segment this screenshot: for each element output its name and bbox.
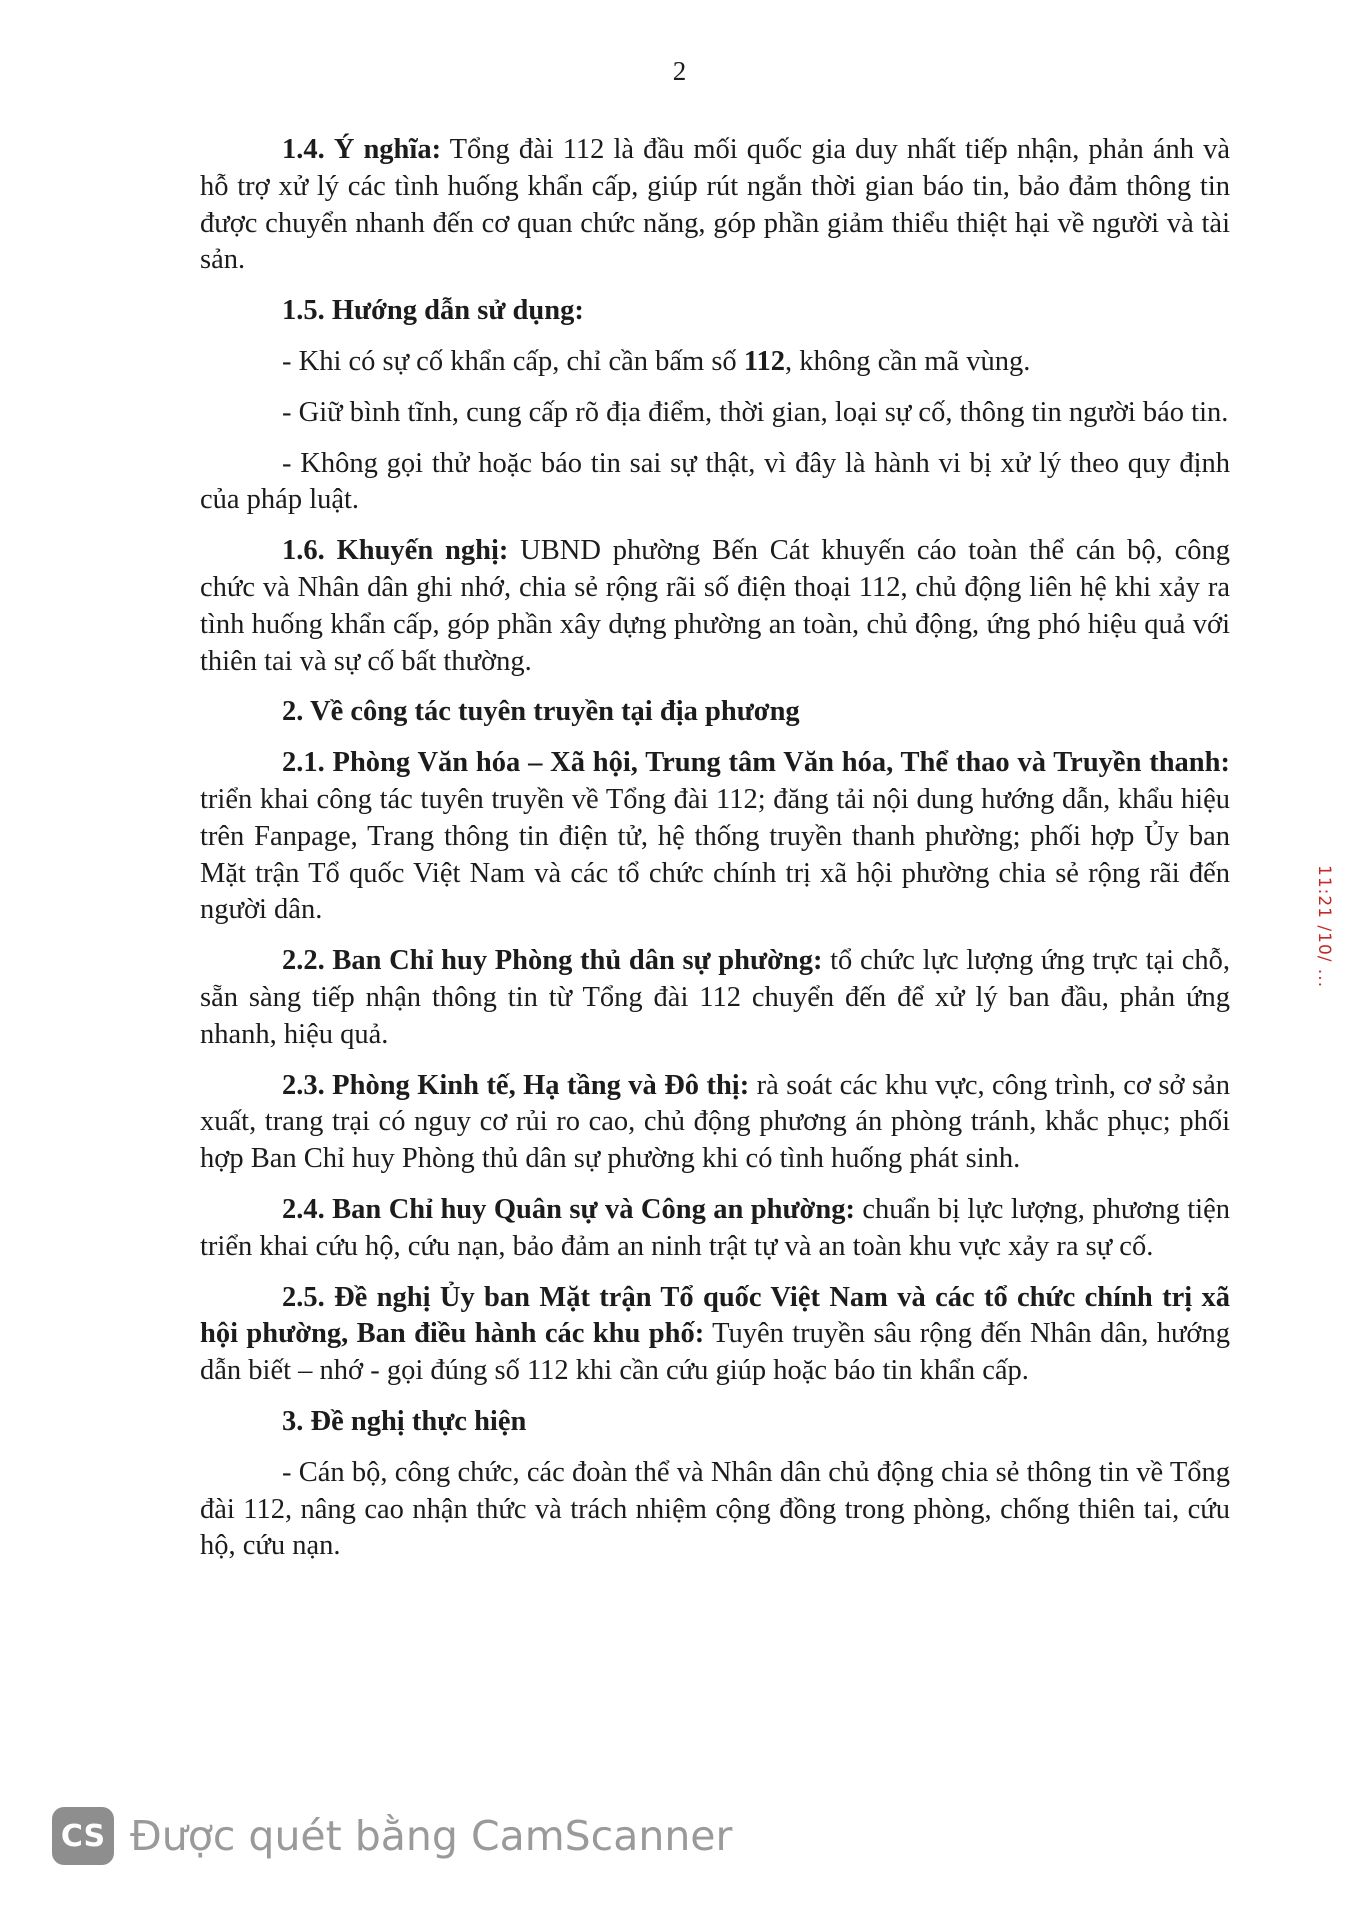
paragraph-2-4 bbox=[200, 1192, 1230, 1266]
paragraph-2-2 bbox=[200, 943, 1230, 1053]
text-2-1: triển khai công tác tuyên truyền về Tổng đài 112; đăng tải nội dung hướng dẫn, khẩu hiệu trên Fanpage, Trang thông tin điện tử, hệ thống truyền thanh phường; phối hợp Ủy ban Mặt trận Tổ quốc Việt Nam và các tổ chức chính trị xã hội phường chia sẻ rộng rãi đến người dân. bbox=[200, 783, 1230, 926]
heading-1-6: 1.6. Khuyến nghị: bbox=[282, 535, 509, 567]
document-body bbox=[200, 132, 1230, 1579]
paragraph-1-4 bbox=[200, 132, 1230, 279]
paragraph-1-5-item-2: - Giữ bình tĩnh, cung cấp rõ địa điểm, thời gian, loại sự cố, thông tin người báo tin. bbox=[282, 396, 1229, 428]
watermark-text: Được quét bằng CamScanner bbox=[130, 1812, 733, 1860]
heading-1-4: 1.4. Ý nghĩa: bbox=[282, 134, 442, 165]
heading-2-1: 2.1. Phòng Văn hóa – Xã hội, Trung tâm Văn hóa, Thể thao và Truyền thanh: bbox=[282, 747, 1230, 779]
emergency-number: 112 bbox=[743, 345, 785, 377]
heading-2-4: 2.4. Ban Chỉ huy Quân sự và Công an phường: bbox=[282, 1193, 855, 1225]
text-1-6: UBND phường Bến Cát khuyến cáo toàn thể cán bộ, công chức và Nhân dân ghi nhớ, chia sẻ rộng rãi số điện thoại 112, chủ động liên hệ khi xảy ra tình huống khẩn cấp, góp phần xây dựng phường an toàn, chủ động, ứng phó hiệu quả với thiên tai và sự cố bất thường. bbox=[200, 535, 1230, 677]
camscanner-logo-icon: CS bbox=[52, 1807, 114, 1865]
text-2-5: Tuyên truyền sâu rộng đến Nhân dân, hướng dẫn biết – nhớ - gọi đúng số 112 khi cần cứu giúp hoặc báo tin khẩn cấp. bbox=[200, 1318, 1230, 1387]
text-1-4: Tổng đài 112 là đầu mối quốc gia duy nhất tiếp nhận, phản ánh và hỗ trợ xử lý các tình huống khẩn cấp, giúp rút ngắn thời gian báo tin, bảo đảm thông tin được chuyển nhanh đến cơ quan chức năng, góp phần giảm thiểu thiệt hại về người và tài sản. bbox=[200, 134, 1230, 276]
heading-2-3: 2.3. Phòng Kinh tế, Hạ tầng và Đô thị: bbox=[282, 1069, 750, 1101]
margin-stamp: 11:21 /10/ ... bbox=[1314, 865, 1334, 989]
heading-2-2: 2.2. Ban Chỉ huy Phòng thủ dân sự phường: bbox=[282, 945, 823, 977]
paragraph-1-6 bbox=[200, 533, 1230, 680]
paragraph-2-3 bbox=[200, 1068, 1230, 1178]
text-2-3: rà soát các khu vực, công trình, cơ sở sản xuất, trang trại có nguy cơ rủi ro cao, chủ động phương án phòng tránh, khắc phục; phối hợp Ban Chỉ huy Phòng thủ dân sự phường khi có tình huống phát sinh. bbox=[200, 1069, 1230, 1175]
paragraph-2-5 bbox=[200, 1280, 1230, 1390]
page-number: 2 bbox=[672, 56, 687, 86]
text-2-2: tổ chức lực lượng ứng trực tại chỗ, sẵn sàng tiếp nhận thông tin từ Tổng đài 112 chuyển đến để xử lý ban đầu, phản ứng nhanh, hiệu quả. bbox=[200, 945, 1230, 1050]
paragraph-3-item-1: - Cán bộ, công chức, các đoàn thể và Nhân dân chủ động chia sẻ thông tin về Tổng đài 112, nâng cao nhận thức và trách nhiệm cộng đồng trong phòng, chống thiên tai, cứu hộ, cứu nạn. bbox=[200, 1456, 1230, 1562]
heading-2: 2. Về công tác tuyên truyền tại địa phương bbox=[282, 696, 800, 728]
paragraph-1-5-item-1: - Khi có sự cố khẩn cấp, chỉ cần bấm số 112, không cần mã vùng. bbox=[282, 345, 1031, 377]
paragraph-2-1 bbox=[200, 745, 1230, 929]
heading-2-5: 2.5. Đề nghị Ủy ban Mặt trận Tổ quốc Việt Nam và các tổ chức chính trị xã hội phường, Ban điều hành các khu phố: bbox=[200, 1281, 1230, 1350]
heading-1-5: 1.5. Hướng dẫn sử dụng: bbox=[282, 295, 584, 327]
camscanner-watermark bbox=[52, 1807, 732, 1865]
text-2-4: chuẩn bị lực lượng, phương tiện triển khai cứu hộ, cứu nạn, bảo đảm an ninh trật tự và an toàn khu vực xảy ra sự cố. bbox=[200, 1193, 1230, 1262]
heading-3: 3. Đề nghị thực hiện bbox=[282, 1405, 527, 1437]
paragraph-1-5-item-3: - Không gọi thử hoặc báo tin sai sự thật, vì đây là hành vi bị xử lý theo quy định của pháp luật. bbox=[200, 447, 1230, 516]
